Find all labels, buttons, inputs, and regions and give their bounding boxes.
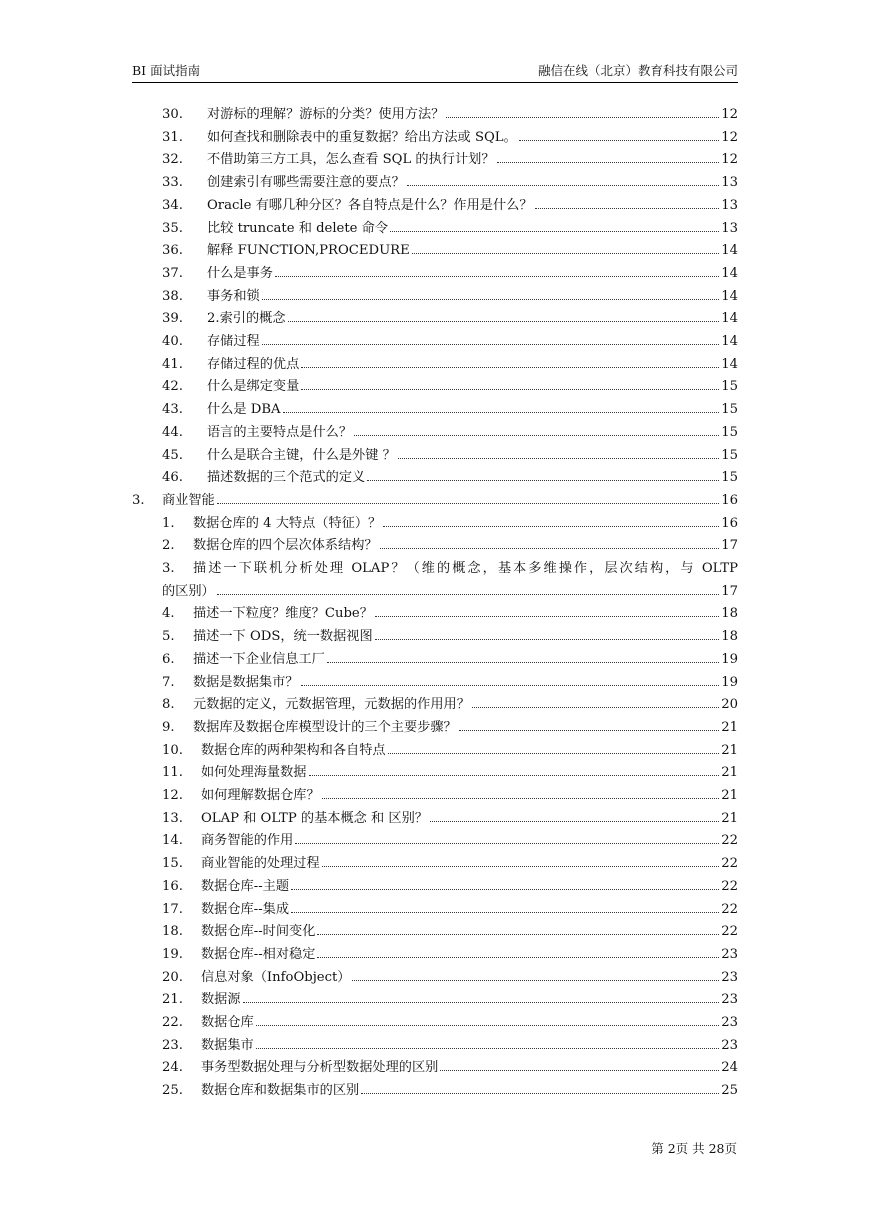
toc-entry-page: 21 <box>721 765 738 781</box>
toc-entry-number: 36. <box>162 243 183 259</box>
toc-entry[interactable] <box>162 422 738 444</box>
toc-entry-page: 13 <box>721 175 738 191</box>
toc-entry[interactable] <box>162 649 738 671</box>
toc-dot-leader <box>361 1092 719 1094</box>
toc-entry[interactable] <box>162 263 738 285</box>
toc-entry-title: 数据库及数据仓库模型设计的三个主要步骤？ <box>193 719 457 735</box>
toc-dot-leader <box>430 820 719 822</box>
toc-entry-number: 39. <box>162 311 183 327</box>
toc-entry-number: 25. <box>162 1083 183 1099</box>
toc-dot-leader <box>317 956 719 958</box>
toc-entry-number: 33. <box>162 175 183 191</box>
toc-entry-title: 描述一下企业信息工厂 <box>193 651 325 667</box>
toc-entry-page: 14 <box>721 243 738 259</box>
toc-dot-leader <box>352 979 719 981</box>
toc-entry-number: 46. <box>162 470 183 486</box>
toc-entry-number: 24. <box>162 1060 183 1076</box>
toc-entry-title: 数据仓库 <box>201 1015 254 1030</box>
toc-entry-page: 21 <box>721 719 738 735</box>
toc-entry-page: 17 <box>721 583 738 599</box>
toc-entry-number: 22. <box>162 1015 183 1030</box>
toc-entry-page: 23 <box>721 969 738 985</box>
toc-entry[interactable] <box>162 899 738 921</box>
toc-dot-leader <box>288 320 720 322</box>
toc-entry[interactable] <box>162 195 738 217</box>
toc-entry-title: 描述一下粒度？维度？Cube？ <box>193 606 373 622</box>
toc-entry-number: 35. <box>162 220 183 236</box>
toc-entry[interactable] <box>162 626 738 648</box>
toc-entry-title: 如何理解数据仓库？ <box>201 788 320 803</box>
toc-entry-number: 45. <box>162 447 183 463</box>
toc-entry-number: 41. <box>162 356 183 372</box>
toc-entry[interactable] <box>132 490 738 512</box>
toc-entry-title: 信息对象（InfoObject） <box>201 969 351 985</box>
toc-entry[interactable] <box>162 694 738 716</box>
toc-entry-number: 3. <box>162 561 175 576</box>
page-header <box>132 62 738 83</box>
toc-dot-leader <box>375 615 719 617</box>
toc-entry[interactable] <box>162 830 738 852</box>
toc-entry-number: 31. <box>162 129 183 145</box>
toc-entry-title: 不借助第三方工具，怎么查看 SQL 的执行计划？ <box>207 152 495 168</box>
toc-entry-page: 15 <box>721 379 738 395</box>
toc-dot-leader <box>262 343 719 345</box>
toc-entry-page: 22 <box>721 833 738 849</box>
toc-entry-number: 6. <box>162 651 175 667</box>
toc-entry-title: 事务和锁 <box>207 288 260 304</box>
toc-entry-title: 如何查找和删除表中的重复数据？给出方法或 SQL。 <box>207 129 517 145</box>
toc-dot-leader <box>354 434 719 436</box>
toc-entry-number: 40. <box>162 334 183 349</box>
toc-entry-number: 21. <box>162 992 183 1008</box>
toc-entry[interactable] <box>162 513 738 535</box>
header-company: 融信在线（北京）教育科技有限公司 <box>537 63 738 78</box>
toc-dot-leader <box>367 479 719 481</box>
toc-entry[interactable] <box>162 876 738 898</box>
toc-entry-number: 11. <box>162 765 183 781</box>
toc-entry-page: 21 <box>721 742 738 758</box>
toc-entry-title: 对游标的理解？游标的分类？使用方法？ <box>207 107 445 122</box>
toc-entry-page: 17 <box>721 538 738 554</box>
toc-entry-number: 16. <box>162 878 183 894</box>
toc-dot-leader <box>380 547 720 549</box>
toc-entry-title: 创建索引有哪些需要注意的要点？ <box>207 175 405 191</box>
toc-dot-leader <box>217 593 719 595</box>
toc-entry[interactable] <box>162 445 738 467</box>
toc-entry-number: 7. <box>162 674 175 690</box>
toc-entry[interactable] <box>162 672 738 694</box>
toc-entry[interactable] <box>162 921 738 943</box>
toc-entry-page: 15 <box>721 447 738 463</box>
toc-entry-title: 数据仓库--相对稳定 <box>201 946 316 962</box>
toc-entry-page: 14 <box>721 265 738 281</box>
toc-entry[interactable] <box>162 354 738 376</box>
toc-dot-leader <box>388 752 720 754</box>
toc-dot-leader <box>472 706 719 708</box>
toc-entry-number: 10. <box>162 742 183 758</box>
toc-entry[interactable] <box>162 240 738 262</box>
toc-entry-number: 8. <box>162 697 175 713</box>
toc-entry-number: 1. <box>162 515 175 531</box>
toc-entry-number: 34. <box>162 197 183 213</box>
toc-entry-page: 22 <box>721 924 738 940</box>
toc-entry-page: 16 <box>721 515 738 531</box>
toc-entry-title: 商务智能的作用 <box>201 833 294 849</box>
toc-entry-page: 23 <box>721 1037 738 1053</box>
toc-entry-page: 14 <box>721 334 738 349</box>
toc-entry-title: 什么是联合主键，什么是外键 ？ <box>207 447 396 463</box>
toc-entry-number: 23. <box>162 1037 183 1053</box>
toc-entry[interactable] <box>162 172 738 194</box>
toc-entry[interactable] <box>162 104 738 126</box>
toc-entry-number: 9. <box>162 719 175 735</box>
toc-dot-leader <box>383 525 719 527</box>
toc-entry-title: 数据源 <box>201 992 241 1008</box>
toc-entry[interactable] <box>162 218 738 240</box>
toc-dot-leader <box>327 661 719 663</box>
toc-entry-title: 商业智能 <box>162 492 215 508</box>
toc-dot-leader <box>295 842 719 844</box>
toc-entry-page: 22 <box>721 856 738 872</box>
toc-dot-leader <box>446 116 719 118</box>
toc-entry[interactable] <box>162 127 738 149</box>
toc-entry-number: 3. <box>132 492 145 508</box>
toc-entry-title: 数据仓库的两种架构和各自特点 <box>201 742 386 758</box>
toc-dot-leader <box>322 797 720 799</box>
toc-entry-page: 18 <box>721 606 738 622</box>
toc-entry-page: 14 <box>721 356 738 372</box>
toc-entry-page: 12 <box>721 152 738 168</box>
toc-dot-leader <box>217 502 719 504</box>
toc-entry-number: 42. <box>162 379 183 395</box>
toc-entry-number: 2. <box>162 538 175 554</box>
toc-entry[interactable] <box>162 331 738 353</box>
toc-entry-title: 描述数据的三个范式的定义 <box>207 470 366 486</box>
toc-dot-leader <box>398 457 719 459</box>
toc-entry-page: 23 <box>721 992 738 1008</box>
toc-dot-leader <box>390 230 719 232</box>
toc-entry-title: 语言的主要特点是什么？ <box>207 424 353 440</box>
toc-entry-title: 数据仓库的 4 大特点（特征）？ <box>193 515 382 531</box>
toc-entry[interactable] <box>162 535 738 557</box>
toc-dot-leader <box>459 729 719 731</box>
toc-entry[interactable] <box>162 762 738 784</box>
toc-entry-page: 14 <box>721 311 738 327</box>
toc-entry-number: 38. <box>162 288 183 304</box>
toc-entry-title: 数据仓库--集成 <box>201 901 290 917</box>
toc-entry-title: OLAP 和 OLTP 的基本概念 和 区别？ <box>201 810 428 826</box>
toc-dot-leader <box>412 252 719 254</box>
toc-entry[interactable] <box>162 740 738 762</box>
toc-entry-title: 什么是 DBA <box>207 402 281 418</box>
toc-entry-page: 21 <box>721 788 738 803</box>
toc-entry[interactable] <box>162 376 738 398</box>
toc-entry-title: 元数据的定义，元数据管理，元数据的作用用？ <box>193 697 470 713</box>
toc-entry[interactable] <box>162 581 738 603</box>
toc-entry-title: 比较 truncate 和 delete 命令 <box>207 220 389 236</box>
toc-dot-leader <box>301 388 719 390</box>
toc-entry-title: 描述一下 ODS，统一数据视图 <box>193 629 373 645</box>
toc-entry-page: 23 <box>721 946 738 962</box>
toc-entry-page: 13 <box>721 220 738 236</box>
toc-dot-leader <box>535 207 720 209</box>
toc-dot-leader <box>519 139 719 141</box>
toc-entry-title: 数据仓库--时间变化 <box>201 924 316 940</box>
toc-entry[interactable] <box>162 308 738 330</box>
toc-entry-title: 的区别） <box>162 583 215 599</box>
toc-entry-page: 24 <box>721 1060 738 1076</box>
toc-entry-number: 32. <box>162 152 183 168</box>
toc-dot-leader <box>497 161 720 163</box>
toc-entry-title: 事务型数据处理与分析型数据处理的区别 <box>201 1060 439 1076</box>
toc-dot-leader <box>317 933 719 935</box>
toc-entry[interactable] <box>162 1012 738 1034</box>
toc-entry-number: 14. <box>162 833 183 849</box>
toc-dot-leader <box>256 1047 719 1049</box>
toc-dot-leader <box>375 638 720 640</box>
toc-entry-title: 描述一下联机分析处理 OLAP？（维的概念，基本多维操作，层次结构，与 OLTP <box>193 561 738 576</box>
toc-entry[interactable] <box>162 717 738 739</box>
toc-entry[interactable] <box>162 967 738 989</box>
toc-entry-page: 22 <box>721 901 738 917</box>
toc-entry-number: 12. <box>162 788 183 803</box>
toc-entry-page: 25 <box>721 1083 738 1099</box>
toc-entry[interactable] <box>162 399 738 421</box>
page-footer: 第 2页 共 28页 <box>651 1141 737 1156</box>
toc-entry[interactable] <box>162 558 738 580</box>
toc-entry-title: 解释 FUNCTION,PROCEDURE <box>207 243 410 259</box>
toc-entry-title: Oracle 有哪几种分区？各自特点是什么？作用是什么？ <box>207 197 533 213</box>
toc-dot-leader <box>262 298 719 300</box>
toc-entry-number: 44. <box>162 424 183 440</box>
toc-entry-number: 18. <box>162 924 183 940</box>
toc-entry-page: 12 <box>721 107 738 122</box>
toc-dot-leader <box>301 684 720 686</box>
toc-dot-leader <box>256 1024 719 1026</box>
toc-dot-leader <box>243 1001 720 1003</box>
toc-entry-page: 15 <box>721 402 738 418</box>
toc-entry-title: 如何处理海量数据 <box>201 765 307 781</box>
toc-entry[interactable] <box>162 944 738 966</box>
toc-entry-title: 数据仓库的四个层次体系结构？ <box>193 538 378 554</box>
toc-entry[interactable] <box>162 853 738 875</box>
toc-entry-title: 商业智能的处理过程 <box>201 856 320 872</box>
toc-entry-number: 13. <box>162 810 183 826</box>
toc-entry[interactable] <box>162 989 738 1011</box>
toc-entry-title: 存储过程 <box>207 334 260 349</box>
toc-entry-page: 19 <box>721 674 738 690</box>
toc-entry-title: 数据集市 <box>201 1037 254 1053</box>
toc-entry-page: 15 <box>721 424 738 440</box>
toc-entry-page: 19 <box>721 651 738 667</box>
toc-entry[interactable] <box>162 603 738 625</box>
toc-entry[interactable] <box>162 1057 738 1079</box>
toc-entry-page: 12 <box>721 129 738 145</box>
toc-entry[interactable] <box>162 149 738 171</box>
toc-dot-leader <box>440 1069 719 1071</box>
toc-dot-leader <box>291 911 719 913</box>
toc-dot-leader <box>283 411 720 413</box>
toc-entry-number: 37. <box>162 265 183 281</box>
toc-dot-leader <box>407 184 719 186</box>
toc-entry-page: 16 <box>721 492 738 508</box>
toc-entry-title: 数据是数据集市？ <box>193 674 299 690</box>
toc-entry-title: 什么是绑定变量 <box>207 379 300 395</box>
toc-entry-title: 什么是事务 <box>207 265 273 281</box>
header-title: BI 面试指南 <box>132 63 201 78</box>
toc-entry-title: 存储过程的优点 <box>207 356 300 372</box>
toc-entry-page: 20 <box>721 697 738 713</box>
toc-entry-number: 17. <box>162 901 183 917</box>
toc-entry-title: 数据仓库和数据集市的区别 <box>201 1083 360 1099</box>
toc-entry[interactable] <box>162 1035 738 1057</box>
toc-entry[interactable] <box>162 808 738 830</box>
toc-entry-title: 2.索引的概念 <box>207 311 286 327</box>
toc-entry-number: 20. <box>162 969 183 985</box>
toc-entry-page: 21 <box>721 810 738 826</box>
toc-entry-number: 19. <box>162 946 183 962</box>
toc-entry-page: 22 <box>721 878 738 894</box>
toc-entry-number: 30. <box>162 107 183 122</box>
toc-entry-number: 15. <box>162 856 183 872</box>
toc-entry[interactable] <box>162 1080 738 1102</box>
toc-entry-page: 13 <box>721 197 738 213</box>
toc-entry-number: 43. <box>162 402 183 418</box>
toc-dot-leader <box>309 774 720 776</box>
toc-dot-leader <box>291 888 719 890</box>
toc-entry[interactable] <box>162 785 738 807</box>
toc-entry-page: 15 <box>721 470 738 486</box>
toc-dot-leader <box>301 366 719 368</box>
toc-entry[interactable] <box>162 286 738 308</box>
toc-entry-number: 4. <box>162 606 175 622</box>
toc-entry-title: 数据仓库--主题 <box>201 878 290 894</box>
toc-entry-page: 14 <box>721 288 738 304</box>
toc-entry-page: 18 <box>721 629 738 645</box>
toc-entry-page: 23 <box>721 1015 738 1030</box>
toc-dot-leader <box>275 275 719 277</box>
toc-dot-leader <box>322 865 720 867</box>
toc-entry[interactable] <box>162 467 738 489</box>
toc-entry-number: 5. <box>162 629 175 645</box>
